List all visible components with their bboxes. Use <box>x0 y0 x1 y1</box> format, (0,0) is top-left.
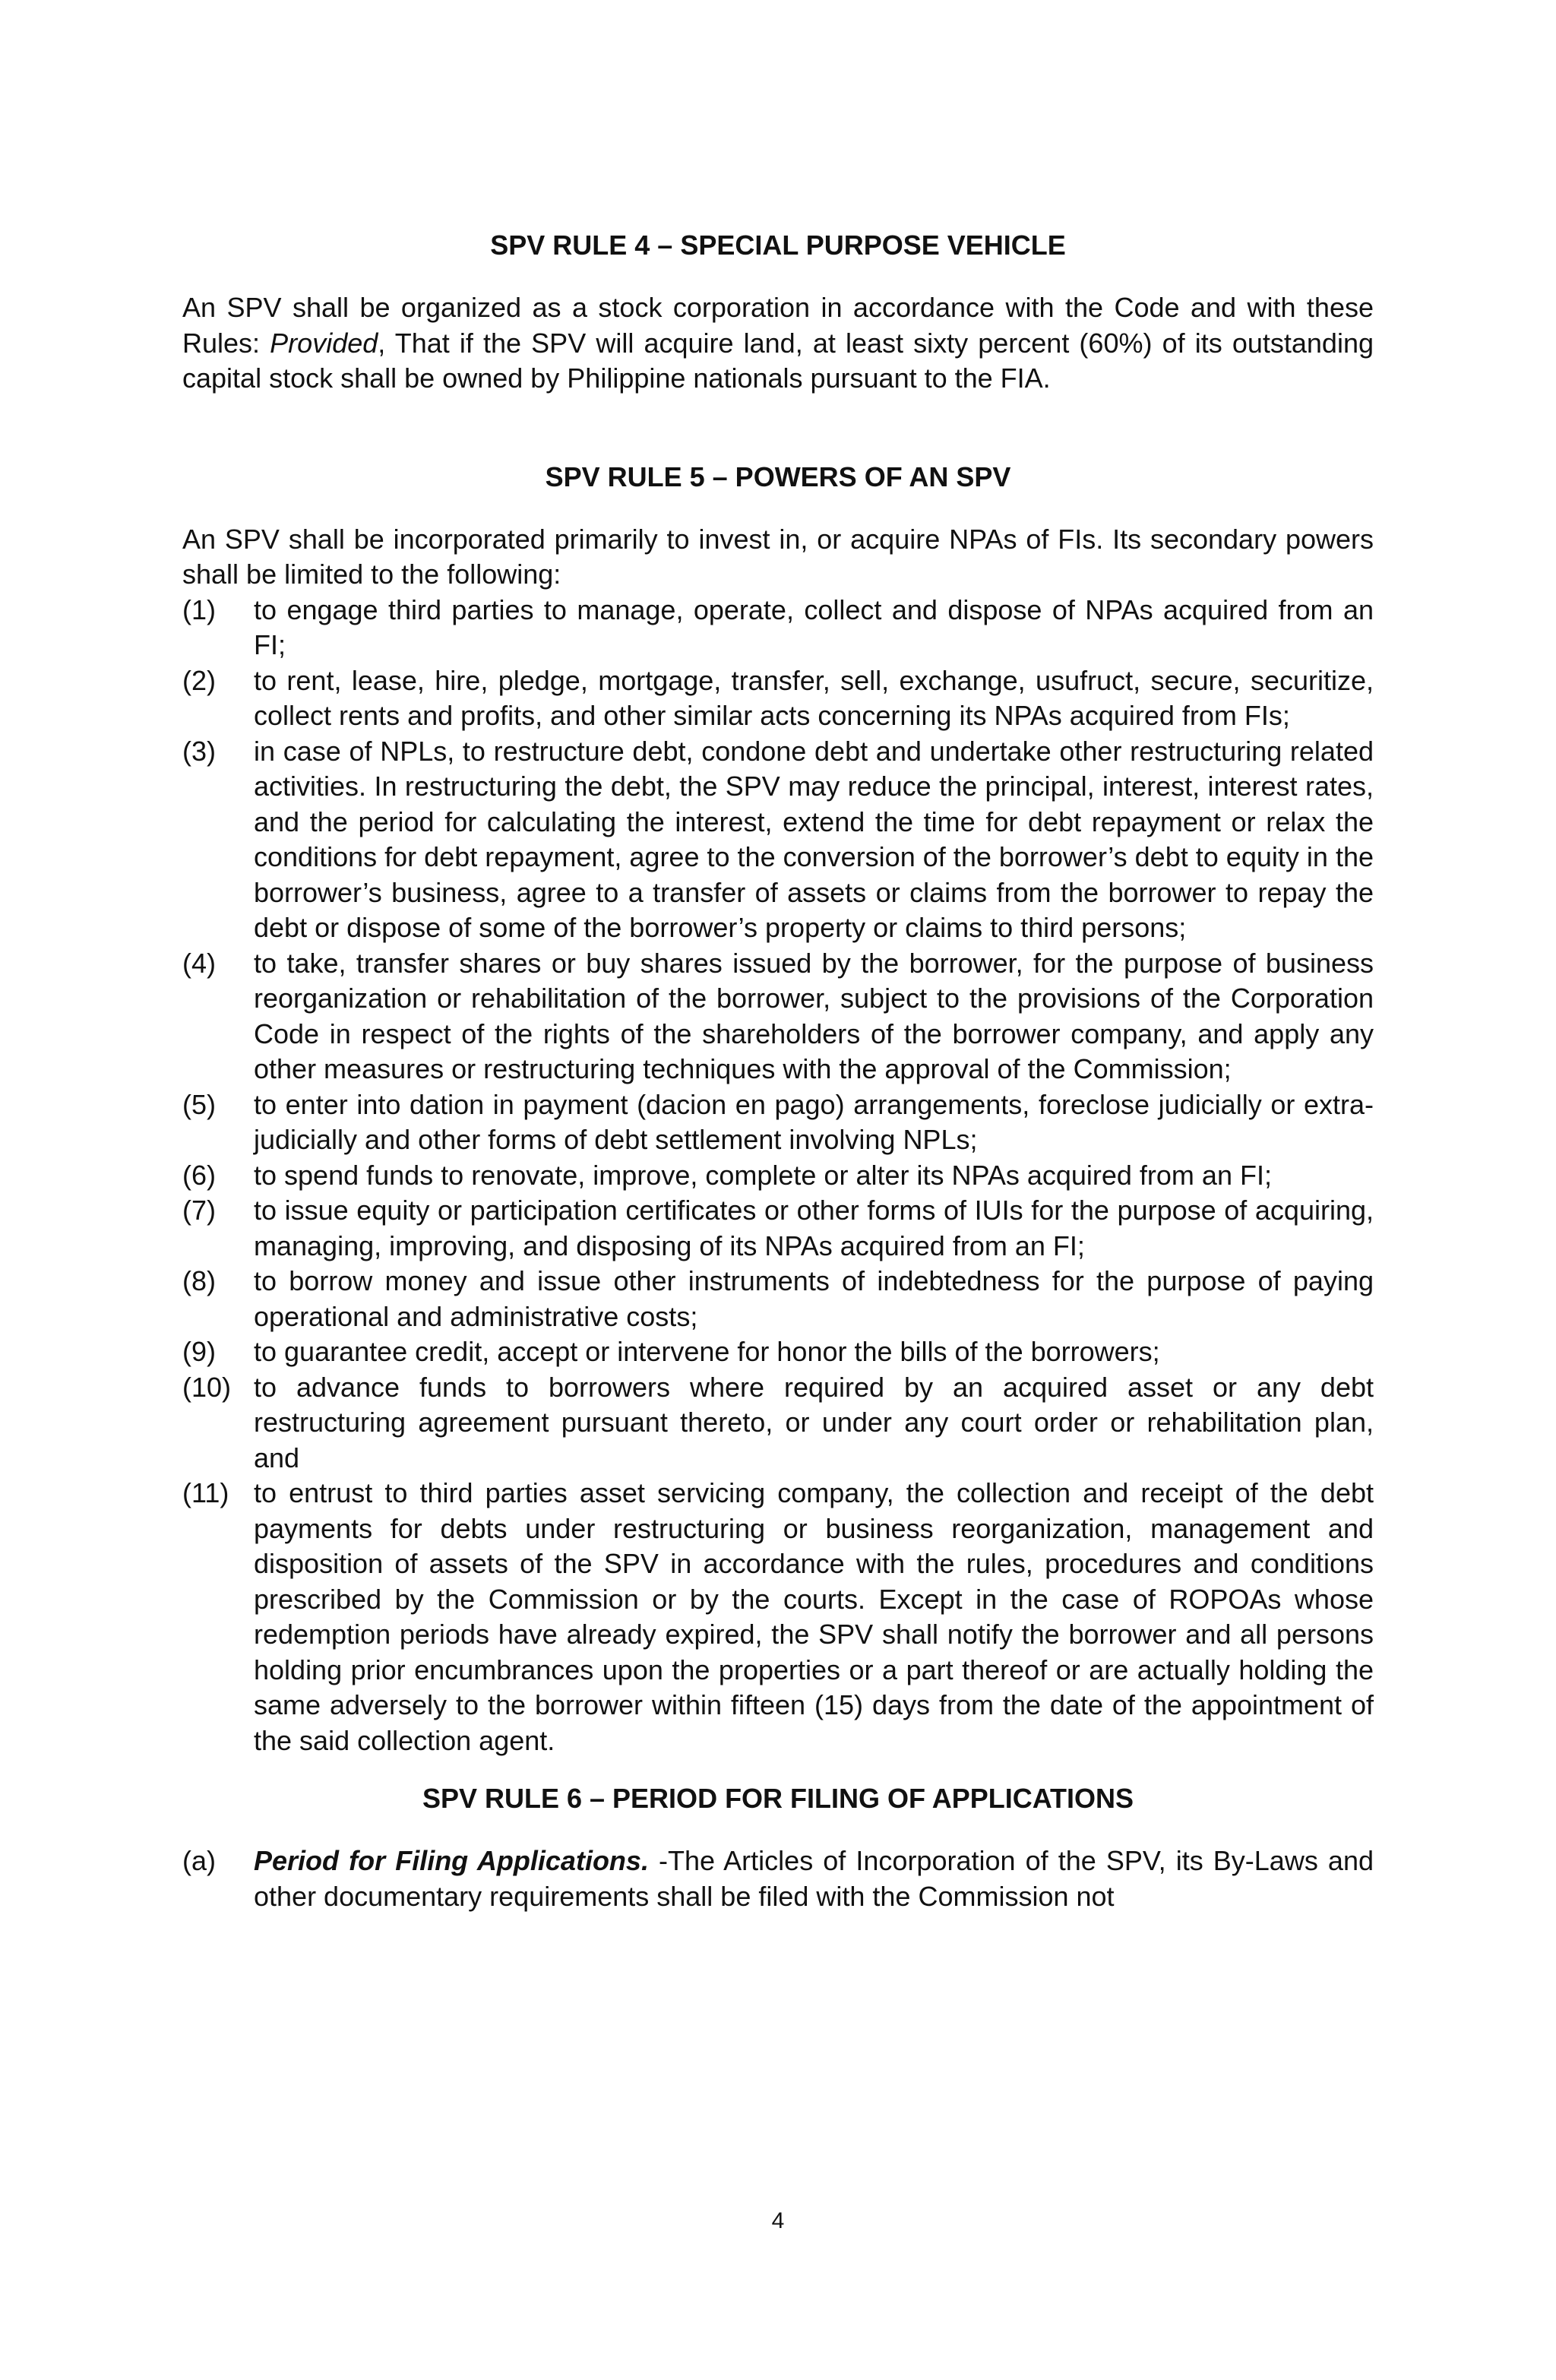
list-item-number: (3) <box>182 735 216 767</box>
list-item-number: (5) <box>182 1088 216 1120</box>
list-item <box>182 946 1374 1087</box>
list-item-text: to borrow money and issue other instruments of indebtedness for the purpose of paying operational and administrative costs; <box>254 1265 1374 1332</box>
list-item-number: (7) <box>182 1195 216 1226</box>
list-item-text: to engage third parties to manage, operate, collect and dispose of NPAs acquired from an FI; <box>254 593 1374 660</box>
list-item-text: to enter into dation in payment (dacion en pago) arrangements, foreclose judicially or extra-judicially and other forms of debt settlement involving NPLs; <box>254 1088 1374 1155</box>
list-item-number: (8) <box>182 1265 216 1296</box>
list-item-text: to guarantee credit, accept or intervene for honor the bills of the borrowers; <box>254 1336 1160 1367</box>
list-item-number: (2) <box>182 664 216 696</box>
list-item-number: (10) <box>182 1371 232 1403</box>
list-item-number: (4) <box>182 947 216 979</box>
rule4-para-end: , That if the SPV will acquire land, at least sixty percent (60%) of its outstanding capital stock shall be owned by Philippine nationals pursuant to the FIA. <box>182 327 1374 394</box>
list-item <box>182 663 1374 734</box>
list-item <box>182 593 1374 663</box>
list-item <box>182 1158 1374 1194</box>
list-item-text: to rent, lease, hire, pledge, mortgage, transfer, sell, exchange, usufruct, secure, securitize, collect rents and profits, and other similar acts concerning its NPAs acquired from FIs; <box>254 664 1374 731</box>
rule4-paragraph <box>182 290 1374 397</box>
rule5-powers-list <box>182 593 1374 1759</box>
list-item-number: (11) <box>182 1477 229 1508</box>
list-item-number: (9) <box>182 1336 216 1367</box>
rule5-intro: An SPV shall be incorporated primarily to invest in, or acquire NPAs of FIs. Its secondary powers shall be limited to the following: <box>182 523 1374 590</box>
list-item-number: (6) <box>182 1159 216 1191</box>
list-item-text: to take, transfer shares or buy shares issued by the borrower, for the purpose of business reorganization or rehabilitation of the borrower, subject to the provisions of the Corporation Code in respect of the rights of the shareholders of the borrower company, and apply any other measures or restructuring techniques with the approval of the Commission; <box>254 947 1374 1084</box>
rule5-heading: SPV RULE 5 – POWERS OF AN SPV <box>545 460 1011 492</box>
list-item <box>182 1370 1374 1476</box>
rule4-para-italic: Provided <box>270 327 378 359</box>
list-item-text: in case of NPLs, to restructure debt, condone debt and undertake other restructuring related activities. In restructuring the debt, the SPV may reduce the principal, interest, interest rates, and the period for calculating the interest, extend the time for debt repayment or relax the conditions for debt repayment, agree to the conversion of the borrower’s debt to equity in the borrower’s business, agree to a transfer of assets or claims from the borrower to repay the debt or dispose of some of the borrower’s property or claims to third persons; <box>254 735 1374 943</box>
list-item <box>182 1087 1374 1158</box>
rule6-item-body: -The Articles of Incorporation of the SPV, its By-Laws and other documentary requirements shall be filed with the Commission not <box>254 1845 1374 1912</box>
rule4-para-start: An SPV shall be organized as a stock corporation in accordance with the Code and with these Rules: <box>182 292 1374 359</box>
list-item-text: to entrust to third parties asset servicing company, the collection and receipt of the debt payments for debts under restructuring or business reorganization, management and disposition of assets of the SPV in accordance with the rules, procedures and conditions prescribed by the Commission or by the courts. Except in the case of ROPOAs whose redemption periods have already expired, the SPV shall notify the borrower and all persons holding prior encumbrances upon the properties or a part thereof or are actually holding the same adversely to the borrower within fifteen (15) days from the date of the appointment of the said collection agent. <box>254 1477 1374 1756</box>
list-item <box>182 1264 1374 1334</box>
document-page <box>182 228 1374 1914</box>
list-item-text <box>254 1844 1374 1914</box>
list-item-number: (a) <box>182 1845 216 1876</box>
list-item <box>182 1476 1374 1758</box>
list-item-number: (1) <box>182 593 216 625</box>
page-number: 4 <box>771 2208 785 2233</box>
list-item-text: to advance funds to borrowers where required by an acquired asset or any debt restructuring agreement pursuant thereto, or under any court order or rehabilitation plan, and <box>254 1371 1374 1473</box>
rule6-item-title: Period for Filing Applications. <box>254 1845 649 1876</box>
rule6-heading: SPV RULE 6 – PERIOD FOR FILING OF APPLICATIONS <box>422 1783 1134 1814</box>
list-item <box>182 1193 1374 1264</box>
list-item-text: to issue equity or participation certificates or other forms of IUIs for the purpose of acquiring, managing, improving, and disposing of its NPAs acquired from an FI; <box>254 1195 1374 1261</box>
list-item <box>182 734 1374 946</box>
rule4-heading: SPV RULE 4 – SPECIAL PURPOSE VEHICLE <box>490 229 1066 261</box>
list-item <box>182 1334 1374 1370</box>
list-item-text: to spend funds to renovate, improve, complete or alter its NPAs acquired from an FI; <box>254 1159 1272 1191</box>
rule6-item-a <box>182 1844 1374 1914</box>
